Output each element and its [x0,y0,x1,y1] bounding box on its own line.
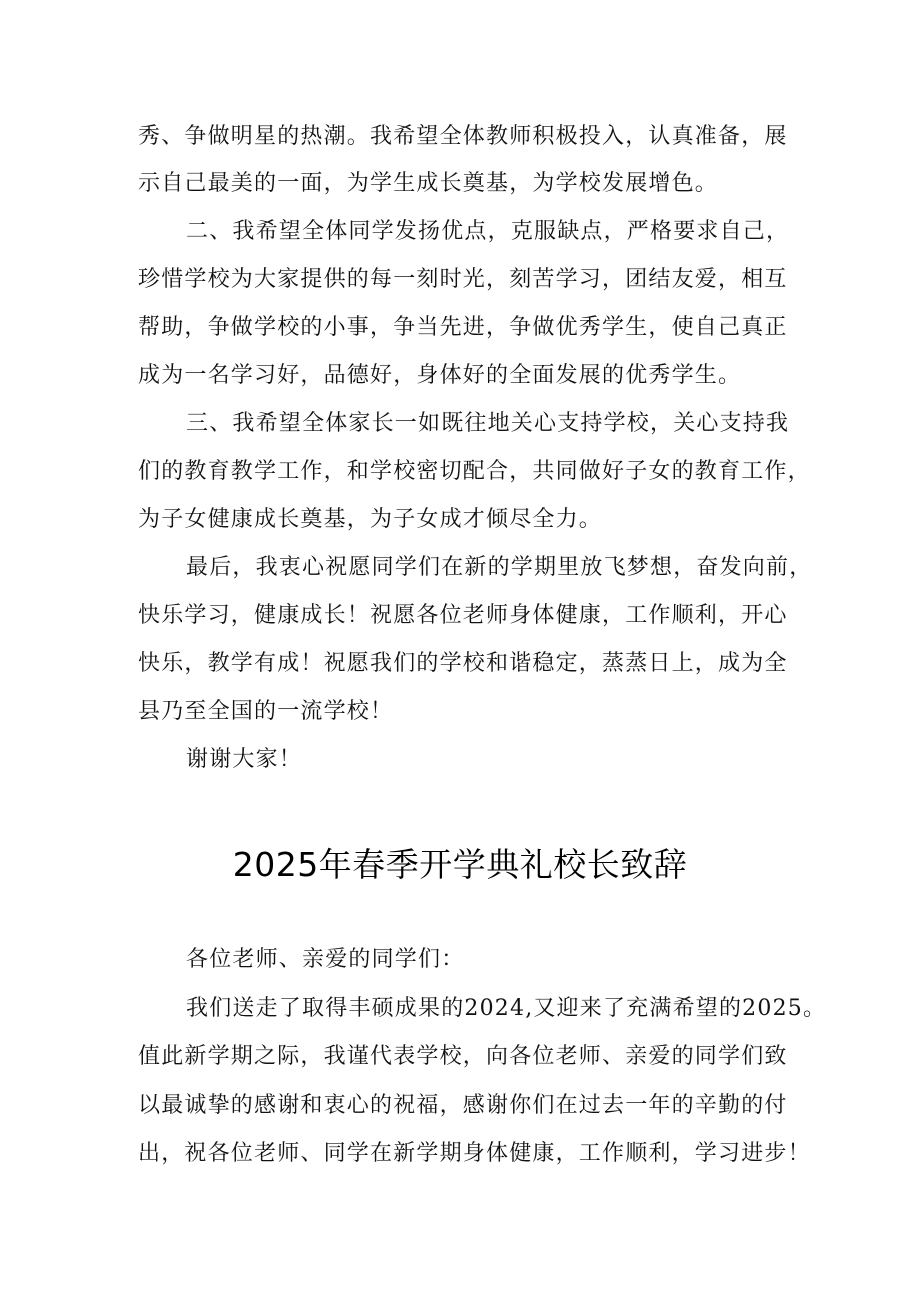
paragraph-line: 珍惜学校为大家提供的每一刻时光，刻苦学习，团结友爱，相互 [138,267,788,292]
paragraph-line: 值此新学期之际，我谨代表学校，向各位老师、亲爱的同学们致 [138,1044,788,1069]
paragraph-line: 为子女健康成长奠基，为子女成才倾尽全力。 [138,507,603,532]
paragraph-line: 成为一名学习好，品德好，身体好的全面发展的优秀学生。 [138,363,742,388]
paragraph-line: 们的教育教学工作，和学校密切配合，共同做好子女的教育工作， [138,459,811,484]
paragraph-line: 二、我希望全体同学发扬优点，克服缺点，严格要求自己， [186,219,790,244]
paragraph-line: 快乐，教学有成！祝愿我们的学校和谐稳定，蒸蒸日上，成为全 [138,651,788,676]
paragraph-line: 最后，我衷心祝愿同学们在新的学期里放飞梦想，奋发向前， [186,555,813,580]
speech-title: 2025年春季开学典礼校长致辞 [232,845,688,884]
paragraph-line: 谢谢大家！ [186,747,303,772]
paragraph-line: 三、我希望全体家长一如既往地关心支持学校，关心支持我 [186,411,790,436]
paragraph-line: 帮助，争做学校的小事，争当先进，争做优秀学生，使自己真正 [138,315,788,340]
paragraph-line: 我们送走了取得丰硕成果的2024,又迎来了充满希望的2025。 [186,996,827,1021]
paragraph-line: 以最诚挚的感谢和衷心的祝福，感谢你们在过去一年的辛勤的付 [138,1093,788,1118]
paragraph-line: 秀、争做明星的热潮。我希望全体教师积极投入，认真准备，展 [138,124,788,149]
paragraph-line: 县乃至全国的一流学校！ [138,699,394,724]
paragraph-line: 出，祝各位老师、同学在新学期身体健康，工作顺利，学习进步！ [138,1141,811,1166]
salutation-line: 各位老师、亲爱的同学们： [186,947,465,972]
paragraph-line: 示自己最美的一面，为学生成长奠基，为学校发展增色。 [138,171,719,196]
paragraph-line: 快乐学习，健康成长！祝愿各位老师身体健康，工作顺利，开心 [138,603,788,628]
